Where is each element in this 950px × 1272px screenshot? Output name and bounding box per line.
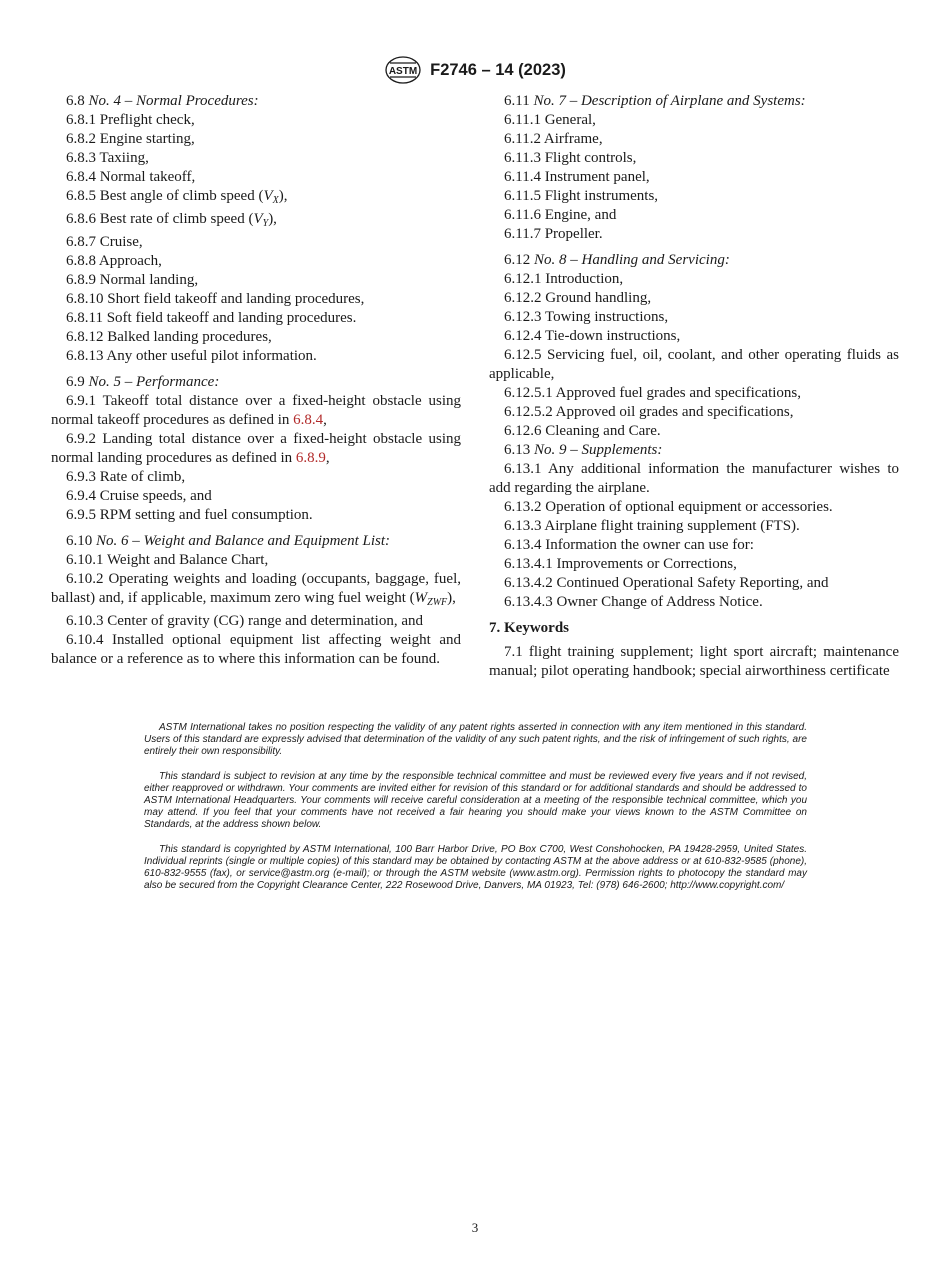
list-item: 6.9.3 Rate of climb,	[66, 469, 186, 485]
list-item: 6.13.4.1 Improvements or Corrections,	[504, 556, 737, 572]
list-item: 6.11.6 Engine, and	[504, 207, 617, 223]
list-item: 6.8.6 Best rate of climb speed $(V_Y)$,	[66, 211, 277, 229]
page-header	[0, 55, 950, 85]
list-item: 6.8.13 Any other useful pilot information.	[66, 348, 317, 364]
list-item: 6.8.3 Taxiing,	[66, 150, 149, 166]
legal-notices	[144, 722, 807, 905]
patent-notice: ASTM International takes no position respecting the validity of any patent rights asserted in connection with any item mentioned in this standard. Users of this standard are expressly advised that determination of the validity of any such patent rights, and the risk of infringement of such rights, are entirely their own responsibility.	[144, 722, 807, 757]
list-item: 6.11.3 Flight controls,	[504, 150, 637, 166]
list-item: 6.8.4 Normal takeoff,	[66, 169, 196, 185]
list-item: 6.10.1 Weight and Balance Chart,	[66, 552, 269, 568]
list-item: 6.9.4 Cruise speeds, and	[66, 488, 212, 504]
section-heading: 6.10 No. 6 – Weight and Balance and Equipment List:	[66, 533, 391, 549]
copyright-notice: This standard is copyrighted by ASTM International, 100 Barr Harbor Drive, PO Box C700, West Conshohocken, PA 19428-2959, United States. Individual reprints (single or multiple copies) of this standard may be obtained by contacting ASTM at the above address or at 610-832-9585 (phone), 610-832-9555 (fax), or service@astm.org (e-mail); or through the ASTM website (www.astm.org). Permission rights to photocopy the standard may also be secured from the Copyright Clearance Center, 222 Rosewood Drive, Danvers, MA 01923, Tel: (978) 646-2600; http://www.copyright.com/	[144, 844, 807, 891]
page-number: 3	[471, 1220, 479, 1235]
list-item: 6.11.4 Instrument panel,	[504, 169, 650, 185]
list-item: 6.12.4 Tie-down instructions,	[504, 328, 681, 344]
list-item: 6.10.2 Operating weights and loading (occupants, baggage, fuel, ballast) and, if applicable, maximum zero wing fuel weight $(W_{ZWF})$,	[51, 571, 461, 608]
keywords-heading: 7. Keywords	[489, 620, 569, 636]
list-item: 6.12.1 Introduction,	[504, 271, 624, 287]
list-item: 6.12.6 Cleaning and Care.	[504, 423, 661, 439]
list-item: 6.11.5 Flight instruments,	[504, 188, 659, 204]
list-item: 6.9.1 Takeoff total distance over a fixed-height obstacle using normal takeoff procedures as defined in 6.8.4,	[51, 393, 461, 428]
list-item: 6.8.8 Approach,	[66, 253, 162, 269]
list-item: 6.8.12 Balked landing procedures,	[66, 329, 272, 345]
list-item: 6.13.4.2 Continued Operational Safety Reporting, and	[504, 575, 829, 591]
keywords-text: 7.1 flight training supplement; light sport aircraft; maintenance manual; pilot operating handbook; special airworthiness certificate	[489, 644, 899, 679]
list-item: 6.9.5 RPM setting and fuel consumption.	[66, 507, 313, 523]
list-item: 6.8.9 Normal landing,	[66, 272, 199, 288]
list-item: 6.12.5 Servicing fuel, oil, coolant, and other operating fluids as applicable,	[489, 347, 899, 382]
list-item: 6.10.3 Center of gravity (CG) range and determination, and	[66, 613, 423, 629]
section-heading: 6.12 No. 8 – Handling and Servicing:	[504, 252, 730, 268]
list-item: 6.11.7 Propeller.	[504, 226, 603, 242]
list-item: 6.11.2 Airframe,	[504, 131, 603, 147]
document-designation: F2746 – 14 (2023)	[430, 60, 566, 79]
list-item: 6.8.10 Short field takeoff and landing procedures,	[66, 291, 365, 307]
list-item: 6.12.3 Towing instructions,	[504, 309, 669, 325]
revision-notice: This standard is subject to revision at any time by the responsible technical committee and must be reviewed every five years and if not revised, either reapproved or withdrawn. Your comments are invited either for revision of this standard or for additional standards and should be addressed to ASTM International Headquarters. Your comments will receive careful consideration at a meeting of the responsible technical committee, which you may attend. If you feel that your comments have not received a fair hearing you should make your views known to the ASTM Committee on Standards, at the address shown below.	[144, 771, 807, 830]
list-item: 6.13.4.3 Owner Change of Address Notice.	[504, 594, 763, 610]
list-item: 6.13.3 Airplane flight training supplement (FTS).	[504, 518, 800, 534]
list-item: 6.8.2 Engine starting,	[66, 131, 195, 147]
right-column	[489, 92, 899, 681]
svg-text:ASTM: ASTM	[388, 66, 418, 77]
section-heading: 6.13 No. 9 – Supplements:	[504, 442, 663, 458]
list-item: 6.8.5 Best angle of climb speed $(V_X)$,	[66, 188, 288, 206]
list-item: 6.12.5.2 Approved oil grades and specifications,	[504, 404, 794, 420]
section-heading: 6.11 No. 7 – Description of Airplane and Systems:	[504, 93, 806, 109]
list-item: 6.8.11 Soft field takeoff and landing procedures.	[66, 310, 357, 326]
cross-reference-link[interactable]: 6.8.9	[295, 450, 326, 466]
list-item: 6.11.1 General,	[504, 112, 596, 128]
list-item: 6.9.2 Landing total distance over a fixed-height obstacle using normal landing procedures as defined in 6.8.9,	[51, 431, 461, 466]
list-item: 6.12.5.1 Approved fuel grades and specifications,	[504, 385, 802, 401]
section-heading: 6.8 No. 4 – Normal Procedures:	[66, 93, 259, 109]
list-item: 6.12.2 Ground handling,	[504, 290, 652, 306]
list-item: 6.13.1 Any additional information the manufacturer wishes to add regarding the airplane.	[489, 461, 899, 496]
list-item: 6.10.4 Installed optional equipment list affecting weight and balance or a reference as to where this information can be found.	[51, 632, 461, 667]
list-item: 6.13.4 Information the owner can use for:	[504, 537, 754, 553]
section-heading: 6.9 No. 5 – Performance:	[66, 374, 220, 390]
cross-reference-link[interactable]: 6.8.4	[293, 412, 324, 428]
list-item: 6.13.2 Operation of optional equipment or accessories.	[504, 499, 833, 515]
list-item: 6.8.7 Cruise,	[66, 234, 143, 250]
left-column	[51, 92, 461, 669]
list-item: 6.8.1 Preflight check,	[66, 112, 195, 128]
astm-logo-icon	[384, 55, 422, 85]
